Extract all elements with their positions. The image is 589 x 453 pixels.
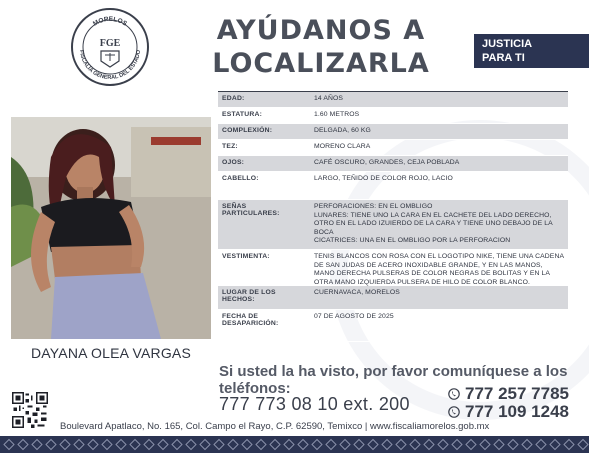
poster-title — [186, 14, 456, 80]
detail-label: LUGAR DE LOS HECHOS: — [222, 289, 276, 303]
decorative-footer-band — [0, 436, 589, 453]
badge-line-2: PARA TI — [482, 52, 525, 64]
main-phone-number[interactable]: 777 773 08 10 ext. 200 — [219, 394, 410, 414]
qr-code[interactable] — [12, 392, 48, 428]
detail-label: ESTATURA: — [222, 111, 263, 118]
detail-value: 07 DE AGOSTO DE 2025 — [314, 313, 394, 320]
svg-text:FISCALÍA GENERAL DEL ESTADO: FISCALÍA GENERAL DEL ESTADO — [77, 49, 143, 82]
detail-value: CUERNAVACA, MORELOS — [314, 289, 400, 296]
detail-value: MORENO CLARA — [314, 143, 371, 150]
svg-text:FGE: FGE — [99, 38, 121, 49]
person-name: DAYANA OLEA VARGAS — [31, 345, 191, 361]
title-line-2: LOCALIZARLA — [212, 48, 430, 79]
title-line-1: AYÚDANOS A — [216, 15, 426, 46]
contact-prompt: Si usted la ha visto, por favor comuníquese a los teléfonos: — [219, 363, 568, 397]
detail-label: COMPLEXIÓN: — [222, 127, 273, 134]
detail-row — [218, 286, 568, 310]
fge-seal-logo — [70, 7, 150, 87]
detail-label: EDAD: — [222, 95, 245, 102]
detail-row — [218, 124, 568, 140]
whatsapp-icon — [448, 388, 460, 400]
address-footer: Boulevard Apatlaco, No. 165, Col. Campo el Rayo, C.P. 62590, Temixco | www.fiscaliamorelos.gob.mx — [60, 421, 490, 432]
detail-row — [218, 250, 568, 286]
detail-label: FECHA DE DESAPARICIÓN: — [222, 313, 279, 327]
detail-row — [218, 156, 568, 172]
detail-label: OJOS: — [222, 159, 245, 166]
detail-label: CABELLO: — [222, 175, 259, 182]
detail-value: TENIS BLANCOS CON ROSA CON EL LOGOTIPO NIKE, TIENE UNA CADENA DE SAN JUDAS DE ACERO INOXIDABLE GRANDE, Y EN LAS MANOS, MANO DERECHA PULSERAS DE COLOR NEGRAS DE BOLITAS Y EN LA OTRA MANO IZQUIERDA PULSERA DE HILO DE COLOR BLANCO. — [314, 253, 564, 286]
detail-row — [218, 200, 568, 250]
whatsapp-phone-1-number: 777 257 7785 — [465, 384, 569, 403]
detail-row — [218, 92, 568, 108]
detail-row — [218, 310, 568, 342]
justicia-para-ti-badge — [474, 34, 589, 68]
whatsapp-icon — [448, 406, 460, 418]
whatsapp-phone-2[interactable] — [448, 402, 569, 422]
detail-row — [218, 172, 568, 200]
details-table — [218, 92, 568, 342]
detail-label: SEÑAS PARTICULARES: — [222, 203, 280, 217]
detail-value: DELGADA, 60 KG — [314, 127, 371, 134]
detail-value: LARGO, TEÑIDO DE COLOR ROJO, LACIO — [314, 175, 453, 182]
badge-line-1: JUSTICIA — [482, 38, 533, 50]
detail-row — [218, 140, 568, 156]
detail-value: 14 AÑOS — [314, 95, 344, 102]
detail-value: CAFÉ OSCURO, GRANDES, CEJA POBLADA — [314, 159, 460, 166]
whatsapp-phone-1[interactable] — [448, 384, 569, 404]
missing-person-photo — [11, 117, 211, 339]
detail-label: TEZ: — [222, 143, 238, 150]
detail-value: PERFORACIONES: EN EL OMBLIGO LUNARES: TIENE UNO LA CARA EN EL CACHETE DEL LADO DERECHO, OTRO EN EL LADO IZUIERDO DE LA CARA Y TIENE UNO DEBAJO DE LA BOCA CICATRICES: UNA EN EL OMBLIGO POR LA PERFORACION — [314, 203, 553, 245]
detail-label: VESTIMENTA: — [222, 253, 270, 260]
detail-row — [218, 108, 568, 124]
whatsapp-phone-2-number: 777 109 1248 — [465, 402, 569, 421]
detail-value: 1.60 METROS — [314, 111, 360, 118]
svg-text:MORELOS: MORELOS — [91, 15, 129, 28]
